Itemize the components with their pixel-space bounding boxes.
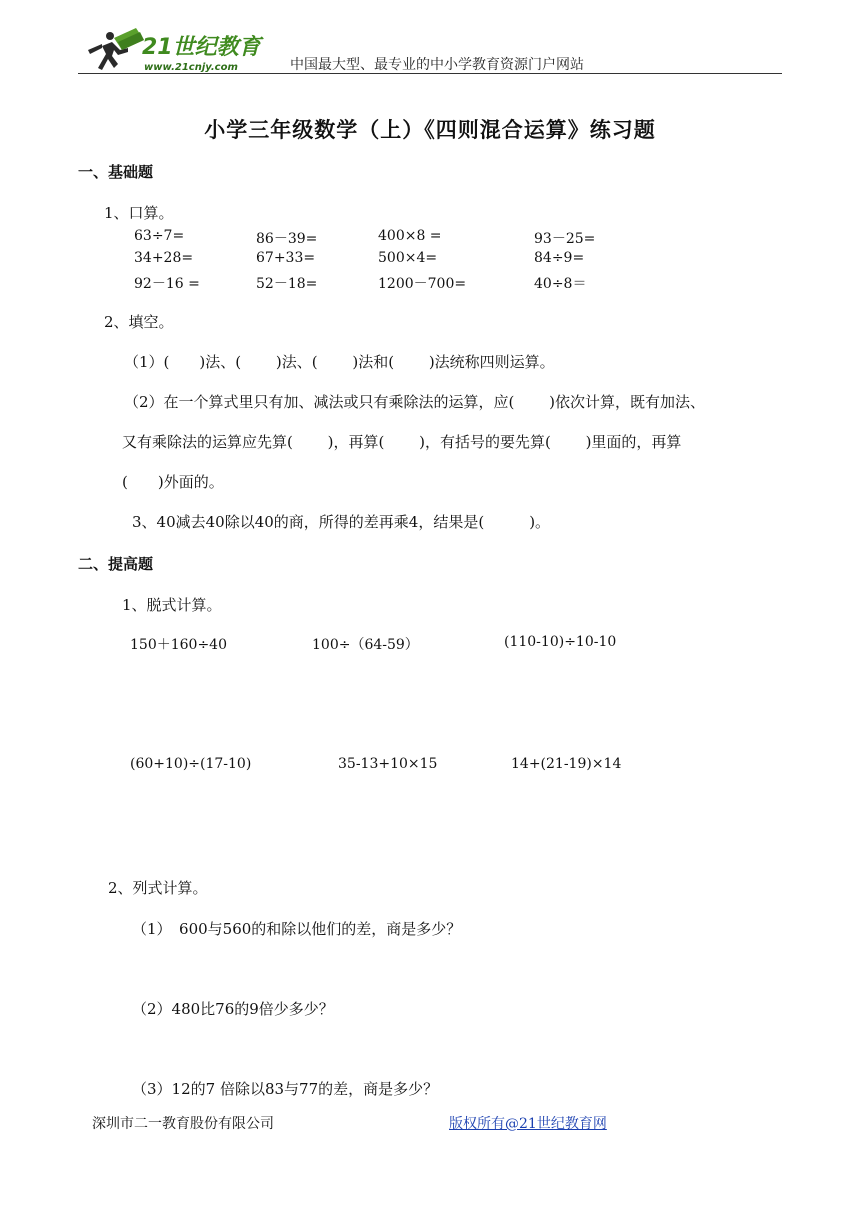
footer-company: 深圳市二一教育股份有限公司 (92, 1116, 274, 1132)
site-logo[interactable] (84, 24, 284, 74)
s1-q2-label: 2、填空。 (104, 313, 174, 331)
fill-blank-line: ( )外面的。 (122, 473, 224, 491)
flag-icon (114, 28, 144, 50)
fill-blank-line: 又有乘除法的运算应先算( )，再算( )，有括号的要先算( )里面的，再算 (122, 433, 682, 451)
calc-expression: 100÷（64-59） (312, 637, 419, 653)
header-tagline: 中国最大型、最专业的中小学教育资源门户网站 (290, 57, 584, 73)
mental-math-item: 34+28= (134, 250, 194, 266)
s2-q2-label: 2、列式计算。 (108, 879, 208, 897)
section1-heading: 一、基础题 (78, 163, 154, 181)
word-problem: （1） 600与560的和除以他们的差，商是多少？ (132, 920, 462, 938)
logo-text: 21世纪教育 (142, 35, 261, 60)
mental-math-item: 84÷9= (534, 250, 585, 266)
calc-expression: 14+(21-19)×14 (511, 756, 622, 772)
footer-copyright-link[interactable]: 版权所有@21世纪教育网 (449, 1116, 607, 1132)
page-title: 小学三年级数学（上）《四则混合运算》练习题 (204, 117, 656, 142)
s1-q1-label: 1、口算。 (104, 204, 174, 222)
word-problem: （2）480比76的9倍少多少？ (132, 1000, 334, 1018)
mental-math-item: 1200－700= (378, 276, 467, 292)
mental-math-item: 400×8 = (378, 228, 442, 244)
mental-math-item: 93－25= (534, 231, 596, 247)
section2-heading: 二、提高题 (78, 555, 154, 573)
logo-url: www.21cnjy.com (144, 62, 238, 73)
mental-math-item: 86－39= (256, 231, 318, 247)
s1-q3: 3、40减去40除以40的商，所得的差再乘4，结果是( )。 (132, 513, 551, 531)
s2-q1-label: 1、脱式计算。 (122, 596, 222, 614)
calc-expression: (60+10)÷(17-10) (130, 756, 252, 772)
calc-expression: (110-10)÷10-10 (504, 634, 617, 650)
mental-math-item: 63÷7= (134, 228, 185, 244)
mental-math-item: 67+33= (256, 250, 316, 266)
calc-expression: 35-13+10×15 (338, 756, 438, 772)
mental-math-item: 92－16 = (134, 276, 200, 292)
mental-math-item: 40÷8＝ (534, 276, 587, 292)
calc-expression: 150＋160÷40 (130, 637, 227, 653)
word-problem: （3）12的7 倍除以83与77的差，商是多少？ (132, 1080, 439, 1098)
mental-math-item: 500×4= (378, 250, 438, 266)
header-divider (78, 73, 782, 74)
fill-blank-line: （2）在一个算式里只有加、减法或只有乘除法的运算，应( )依次计算，既有加法、 (124, 393, 706, 411)
mental-math-item: 52－18= (256, 276, 318, 292)
fill-blank-line: （1）( )法、( )法、( )法和( )法统称四则运算。 (124, 353, 555, 371)
